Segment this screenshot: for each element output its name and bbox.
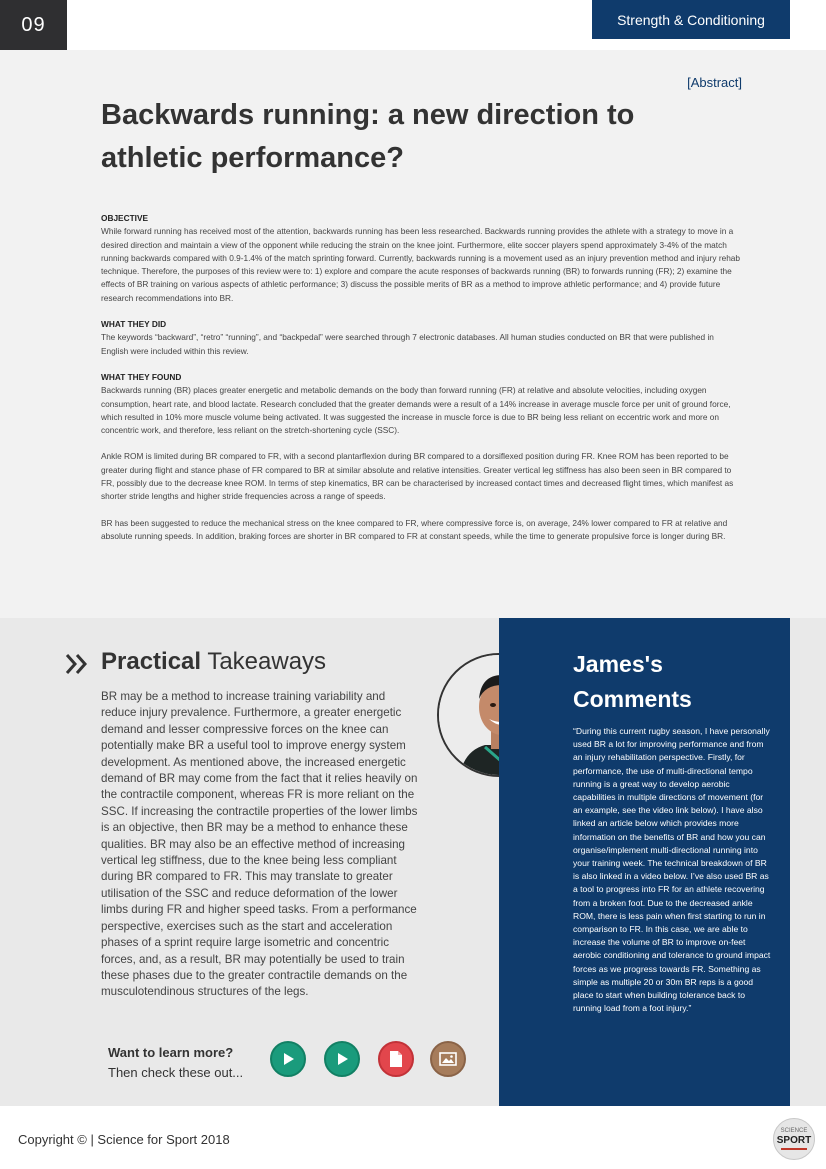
- logo-main-text: SPORT: [776, 1135, 812, 1146]
- comments-panel: [499, 618, 790, 1106]
- learn-more: [108, 1043, 243, 1083]
- copyright: Copyright © | Science for Sport 2018: [18, 1132, 230, 1147]
- takeaways-title-bold: Practical: [101, 648, 202, 675]
- abstract-section: [0, 50, 826, 618]
- video-link-1[interactable]: [270, 1041, 306, 1077]
- comments-title: [573, 647, 692, 717]
- takeaways-body: BR may be a method to increase training variability and reduce injury prevalence. Furthermore, a greater energetic demand and lesser compressive forces on the knee can potentially make BR a useful tool to improve energy system development. As mentioned above, the increased energetic demand of BR may come from the fact that it relies heavily on the contractile component, whereas FR is more reliant on the SSC. If increasing the contractile properties of the lower limbs is an objective, then BR may be a method to enhance these qualities. BR may also be an effective method of increasing vertical leg stiffness, due to the knee being less compliant during BR compared to FR. This may translate to greater utilisation of the SSC and reduce deformation of the lower limbs during FR and higher speed tasks. From a performance perspective, exercises such as the start and acceleration phases of a sprint require large isometric and concentric forces, and, as a result, BR may potentially be used to train these phases due to the greater contractile demands on the musculotendinous structures of the legs.: [101, 690, 418, 999]
- play-icon: [334, 1051, 350, 1067]
- what-they-did-heading: WHAT THEY DID: [101, 319, 167, 330]
- abstract-body: [101, 212, 743, 543]
- takeaways-title-light: Takeaways: [201, 648, 327, 675]
- abstract-label: [Abstract]: [687, 75, 742, 90]
- takeaways-title: [101, 648, 326, 676]
- what-they-found-text-1: Backwards running (BR) places greater energetic and metabolic demands on the body than forward running (FR) at relative and absolute velocities, including oxygen consumption, heart rate, and blood lactate. Research concluded that the greater demands were a result of a 14% increase in average muscle force per unit of ground force, which resulted in 10% more muscle volume being activated. It was suggested the increase in muscle force is due to BR being less reliant on eccentric work and more on concentric work, and therefore, less reliant on the stretch-shortening cycle (SSC).: [101, 385, 731, 436]
- page-number: 09: [0, 0, 67, 50]
- image-icon: [439, 1051, 457, 1067]
- objective-heading: OBJECTIVE: [101, 213, 149, 223]
- comments-title-line1: James's: [573, 651, 663, 677]
- comments-title-line2: Comments: [573, 686, 692, 712]
- what-they-found-text-3: BR has been suggested to reduce the mechanical stress on the knee compared to FR, where compressive force is, on average, 24% lower compared to FR at relative and absolute running speeds. In addition, braking forces are shorter in BR compared to FR at constant speeds, while the time to generate propulsive force is longer during BR.: [101, 517, 728, 541]
- document-icon: [388, 1050, 404, 1068]
- takeaways-section: [0, 618, 826, 1106]
- what-they-did-text: The keywords “backward”, “retro” “running”, and “backpedal” were searched through 7 electronic databases. All human studies conducted on BR that were published in English were included within this review.: [101, 332, 714, 356]
- objective-text: While forward running has received most of the attention, backwards running has been less researched. Backwards running provides the athlete with a strategy to move in a desired direction and maintain a view of the opponent while reducing the strain on the knee joint. Furthermore, elite soccer players spend approximately 3-4% of the match running backwards compared with 0.9-1.4% of the match sprinting forward. Currently, backwards running is a movement used as an injury prevention method and injury rehab technique. Therefore, the purposes of this review were to: 1) explore and compare the acute responses of backwards running (BR) to forwards running (FR); 2) examine the effects of BR training on various aspects of athletic performance; 3) discuss the possible merits of BR as a method to improve athletic performance; and 4) provide future research recommendations into BR.: [101, 226, 741, 303]
- what-they-found-text-2: Ankle ROM is limited during BR compared to FR, with a second plantarflexion during BR compared to a dorsiflexed position during FR. Knee ROM has been reported to be greater during flight and stance phase of FR compared to BR at similar absolute and relative intensities. Greater vertical leg stiffness has also been seen in BR compared to FR, possibly due to the decrease knee ROM. In terms of step kinematics, BR can be characterised by increased contact times and decreased flight times, which manifest as shorter stride lengths and higher stride frequencies across a range of speeds.: [101, 451, 734, 502]
- section-tag: Strength & Conditioning: [592, 0, 790, 39]
- double-chevron-icon: [65, 653, 89, 675]
- learn-more-subtext: Then check these out...: [108, 1065, 244, 1080]
- science-for-sport-logo: [773, 1118, 815, 1160]
- article-link[interactable]: [378, 1041, 414, 1077]
- comments-body: “During this current rugby season, I have personally used BR a lot for improving performance and from an injury rehabilitation perspective. Firstly, for performance, the use of multi-directional tempo running is a great way to develop aerobic capabilities in multiple directions of movement (for an example, see the video link below). I have also linked an article below which provides more information on the benefits of BR and how you can organise/implement multi-directional running into your training week. The technical breakdown of BR is also linked in a video below. I’ve also used BR as a tool to progress into FR for an athlete recovering from a broken foot. Due to the decreased ankle ROM, there is less pain when first starting to run in comparison to FR. In this case, we are able to increase the volume of BR to improve on-feet aerobic conditioning and tolerance to ground impact forces as we progress towards FR. Something as simple as multiple 20 or 30m BR reps is a good place to start when building tolerance back to running load from a foot injury.”: [573, 726, 771, 1014]
- logo-bar: [781, 1148, 807, 1150]
- image-link[interactable]: [430, 1041, 466, 1077]
- video-link-2[interactable]: [324, 1041, 360, 1077]
- learn-more-heading: Want to learn more?: [108, 1045, 234, 1060]
- logo-top-text: SCIENCE: [780, 1128, 808, 1134]
- play-icon: [280, 1051, 296, 1067]
- what-they-found-heading: WHAT THEY FOUND: [101, 371, 182, 382]
- article-title: Backwards running: a new direction to athletic performance?: [101, 99, 635, 174]
